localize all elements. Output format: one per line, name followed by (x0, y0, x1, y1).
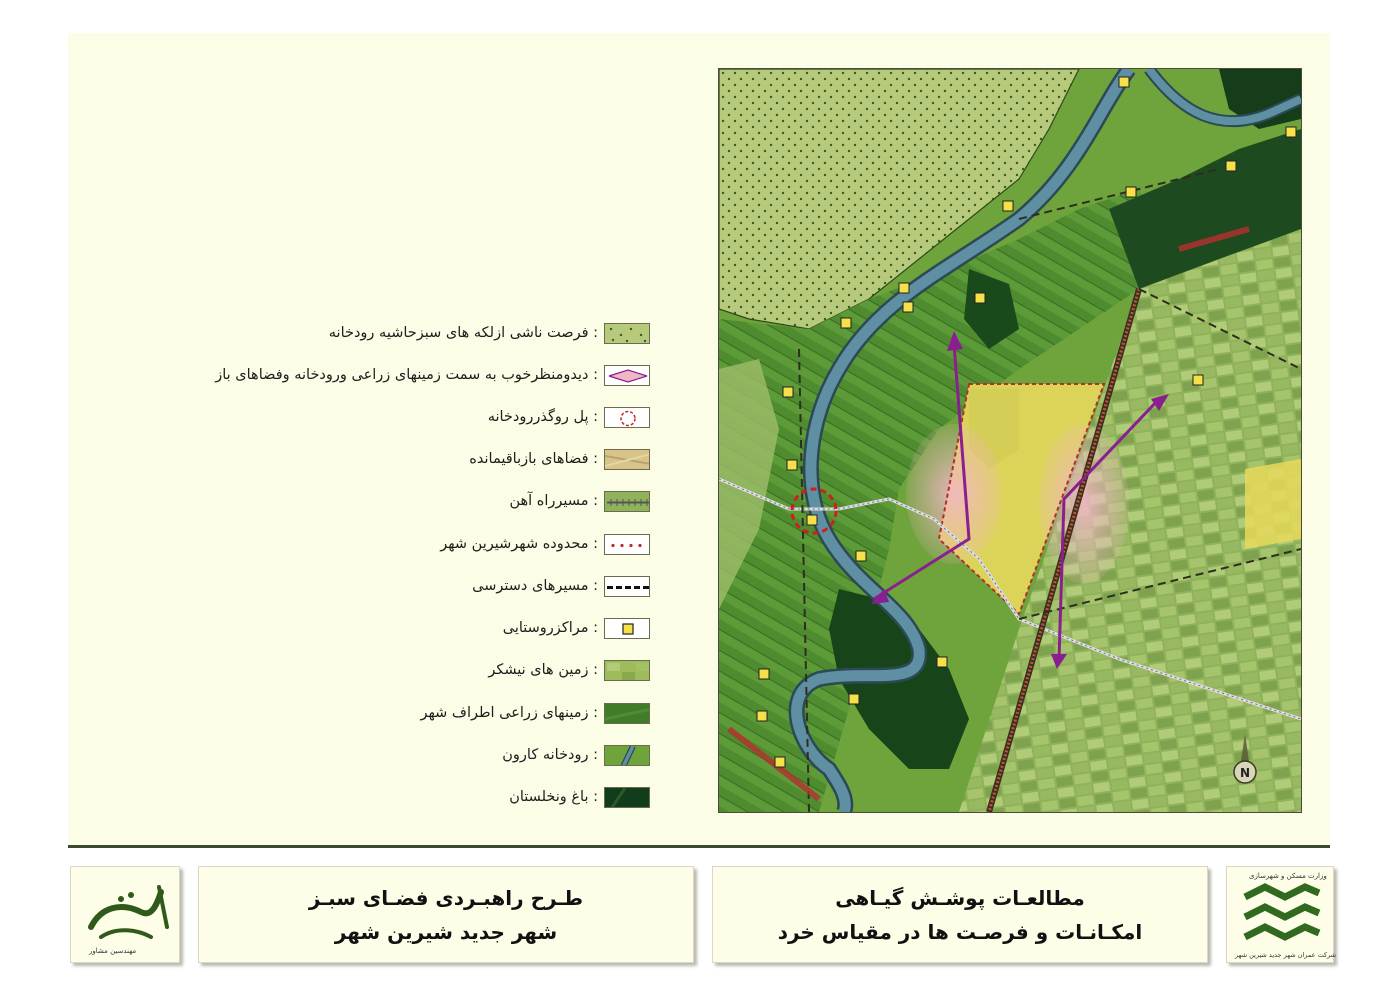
legend-label: : پل روگذررودخانه (487, 409, 598, 425)
legend-label: : دیدومنظرخوب به سمت زمینهای زراعی ورودخانه وفضاهای باز (215, 367, 598, 383)
view-fan-east (1039, 424, 1129, 584)
legend-item-orchard (509, 785, 650, 809)
legend-item-city-boundary (440, 532, 650, 556)
legend-label: : زمینهای زراعی اطراف شهر (420, 705, 598, 721)
river-swatch-icon (604, 745, 650, 766)
client-bottom-caption: شرکت عمران شهر جدید شیرین شهر (1235, 951, 1337, 959)
farmland-swatch-icon (604, 703, 650, 724)
legend-label: : محدوده شهرشیرین شهر (440, 536, 598, 552)
open-space-swatch-icon (604, 449, 650, 470)
client-top-caption: وزارت مسکن و شهرسازی (1249, 872, 1327, 880)
project-title-line-1: طـرح راهبـردی فضـای سبـز (308, 886, 584, 910)
legend-label: : رودخانه کارون (502, 747, 598, 763)
project-title-line-2: شهر جدید شیرین شهر (334, 920, 558, 944)
access-route-swatch-icon (604, 576, 650, 597)
legend-item-sugarcane (488, 658, 650, 682)
orchard-swatch-icon (604, 787, 650, 808)
green-patch-swatch-icon (604, 323, 650, 344)
client-logo-box (1226, 866, 1337, 963)
view-cone-swatch-icon (604, 365, 650, 386)
legend-item-view (215, 363, 650, 387)
legend-item-villages (503, 616, 650, 640)
legend-label: : زمین های نیشکر (488, 662, 598, 678)
legend-item-open-space (469, 447, 650, 471)
open-space-east (1245, 459, 1301, 549)
divider-rule (68, 845, 1330, 848)
site-map[interactable] (718, 68, 1302, 813)
legend-item-bridge (488, 405, 650, 429)
sugarcane-swatch-icon (604, 660, 650, 681)
legend-label: : مسیرهای دسترسی (472, 578, 598, 594)
legend-item-farmland (420, 701, 650, 725)
consultant-caption: مهندسین مشاور (89, 947, 137, 955)
legend-item-access-routes (472, 574, 650, 598)
study-title-box (712, 866, 1208, 963)
railway-swatch-icon (604, 491, 650, 512)
legend-label: : مسیرراه آهن (509, 493, 598, 509)
city-boundary-swatch-icon (604, 534, 650, 555)
client-logo-icon (1227, 867, 1333, 962)
study-title-line-2: امکـانـات و فرصـت ها در مقیاس خرد (777, 920, 1143, 944)
village-square-swatch-icon (604, 618, 650, 639)
consultant-logo-box (70, 866, 180, 963)
study-title-line-1: مطالعـات پوشـش گیـاهی (835, 886, 1085, 910)
view-fan-west (906, 424, 1002, 564)
project-title-box (198, 866, 694, 963)
legend-label: : باغ ونخلستان (509, 789, 598, 805)
site-map-canvas (719, 69, 1301, 812)
legend-item-railway (509, 489, 650, 513)
legend-label: : مراکزروستایی (502, 620, 598, 636)
north-label: N (1239, 766, 1251, 780)
legend-item-riverside-patches (329, 321, 650, 345)
bridge-circle-swatch-icon (604, 407, 650, 428)
legend-item-river (502, 743, 650, 767)
legend-label: : فرصت ناشی ازلکه های سبزحاشیه رودخانه (328, 325, 598, 341)
legend-label: : فضاهای بازباقیمانده (469, 451, 598, 467)
